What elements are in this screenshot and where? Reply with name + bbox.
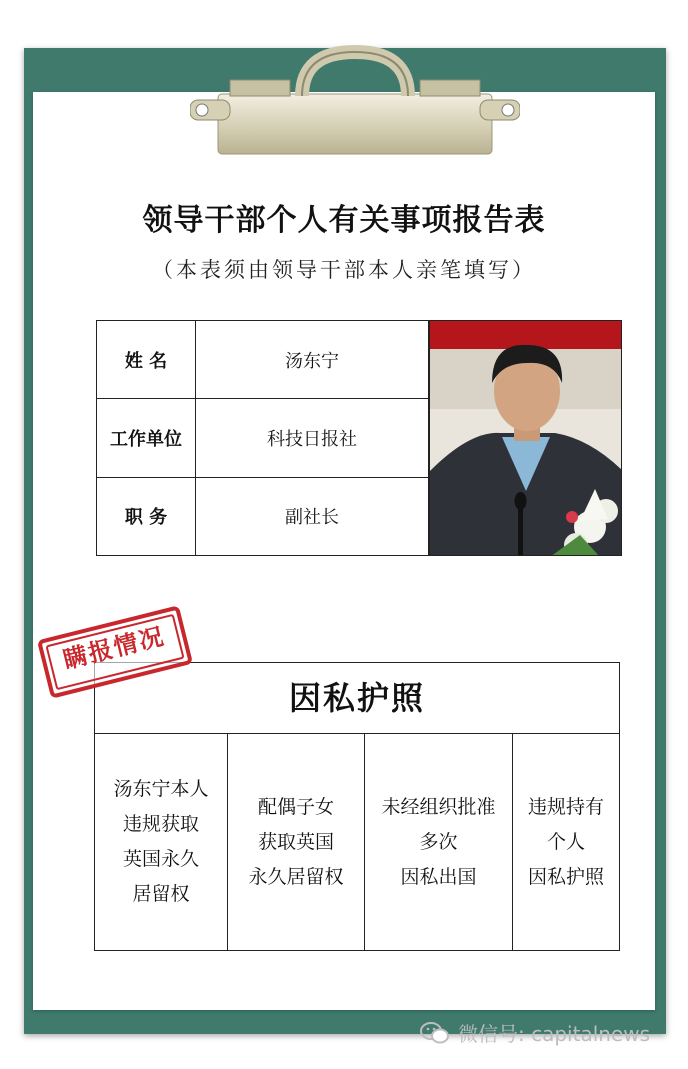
detail-text-1: 汤东宁本人 违规获取 英国永久 居留权 [113, 778, 209, 905]
position-value: 副社长 [196, 477, 429, 555]
position-label: 职 务 [97, 477, 196, 555]
portrait-photo [429, 320, 622, 556]
detail-cell-1 [95, 734, 228, 950]
section-title: 因私护照 [95, 663, 619, 734]
wechat-watermark [420, 1018, 670, 1047]
table-row [97, 321, 429, 399]
workplace-value: 科技日报社 [196, 399, 429, 477]
wechat-icon [420, 1021, 450, 1045]
workplace-label: 工作单位 [97, 399, 196, 477]
stamp-text: 瞒报情况 [59, 620, 168, 675]
detail-text-2: 配偶子女 获取英国 永久居留权 [248, 795, 344, 888]
personal-info-table [96, 320, 429, 556]
detail-cell-2 [228, 734, 365, 950]
detail-cells [95, 734, 619, 950]
name-label: 姓 名 [97, 321, 196, 399]
form-subtitle: （本表须由领导干部本人亲笔填写） [152, 258, 536, 282]
person-portrait-icon [430, 321, 622, 556]
form-title: 领导干部个人有关事项报告表 [142, 203, 546, 238]
detail-text-4: 违规持有 个人 因私护照 [527, 795, 604, 888]
detail-cell-3 [365, 734, 513, 950]
table-row [97, 399, 429, 477]
clipboard-clip-icon [190, 44, 520, 160]
detail-cell-4 [513, 734, 619, 950]
passport-section [94, 662, 620, 951]
detail-text-3: 未经组织批准 多次 因私出国 [381, 795, 496, 888]
table-row [97, 477, 429, 555]
name-value: 汤东宁 [196, 321, 429, 399]
watermark-text: 微信号: capitalnews [458, 1022, 651, 1046]
